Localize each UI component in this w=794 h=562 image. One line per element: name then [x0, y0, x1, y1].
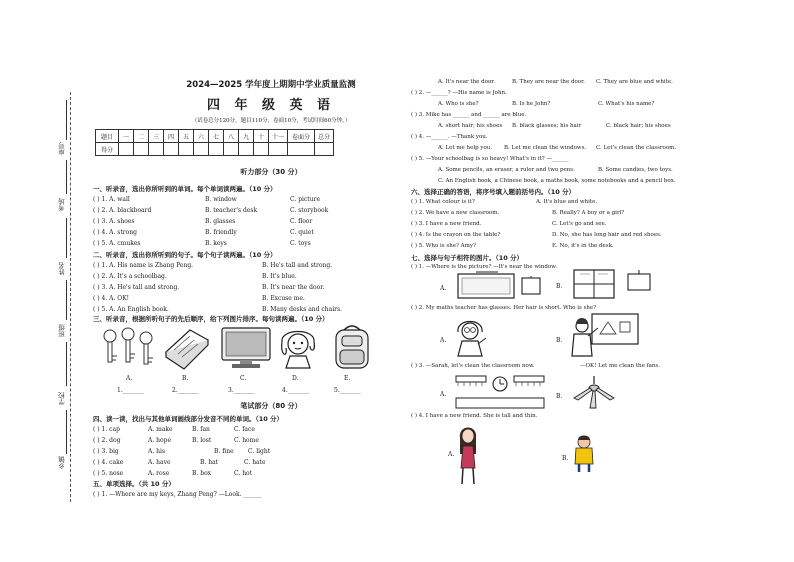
score-input-cell[interactable] [209, 143, 224, 156]
option-text: C. hot [234, 470, 253, 477]
option-text: B. Is he John? [512, 101, 551, 107]
option-text: A. short hair; his shoes [438, 123, 503, 129]
option-letter: A. [448, 451, 455, 458]
option-text: B. glasses [205, 218, 236, 225]
side-label-name: 姓名 [58, 262, 66, 275]
option-text: B. lost [192, 437, 212, 444]
option-text: A. Some pencils, an eraser, a ruler and two pens. [438, 167, 575, 173]
picture-label-d: D. [292, 375, 299, 382]
score-table-score-row [96, 143, 334, 156]
answer-option: D. No, she has long hair and red shoes. [552, 232, 662, 238]
option-text: B. hat [200, 459, 219, 466]
part1-title: 一、听录音，选出你所听到的单词。每个单词读两遍。（10 分） [93, 185, 277, 193]
question-line: ( ) 1. What colour is it? [411, 199, 475, 205]
binding-fold-line [70, 92, 71, 502]
score-input-cell[interactable] [269, 143, 288, 156]
option-text: B. It's near the door. [262, 284, 325, 291]
order-blank[interactable]: 5._______ [334, 387, 361, 394]
score-cell: 得分 [96, 143, 119, 156]
score-cell: 题目 [96, 130, 119, 143]
option-letter: B. [562, 455, 569, 462]
question-line: ( ) 2. We have a new classroom. [411, 210, 500, 216]
side-fill-line[interactable] [66, 342, 67, 386]
ceiling-fan-picture [572, 376, 616, 410]
score-cell: 十 [254, 130, 269, 143]
score-input-cell[interactable] [164, 143, 179, 156]
option-letter: B. [556, 337, 563, 344]
score-cell: 七 [209, 130, 224, 143]
score-cell: 九 [239, 130, 254, 143]
side-label-exam-room: 考场 [58, 198, 66, 211]
score-cell: 四 [164, 130, 179, 143]
option-text: C. black hair; his shoes [606, 123, 671, 129]
option-text: C. What's his name? [598, 101, 655, 107]
option-text: B. Some candies, two toys. [598, 167, 673, 173]
option-text: C. hate [244, 459, 266, 466]
question-line: ( ) 1. A. His name is Zhang Peng. [93, 262, 194, 269]
part6-title: 六、选择正确的答语，将序号填入题前括号内。（10 分） [411, 188, 576, 196]
part3-title: 三、听录音，根据所听句子的先后顺序，给下列图片排序。每句读两遍。（10 分） [93, 315, 329, 323]
tall-thin-girl-picture [456, 424, 480, 486]
option-text: A. have [148, 459, 171, 466]
picture-near-blackboard [456, 270, 518, 302]
score-input-cell[interactable] [119, 143, 134, 156]
score-input-cell[interactable] [179, 143, 194, 156]
option-text: B. He's tall and strong. [262, 262, 333, 269]
side-fill-line[interactable] [66, 160, 67, 194]
option-text: B. friendly [205, 229, 237, 236]
question-line: ( ) 5. Who is she? Amy? [411, 243, 476, 249]
question-line: ( ) 4. Is the crayon on the table? [411, 232, 501, 238]
score-cell: 总分 [315, 130, 334, 143]
score-input-cell[interactable] [149, 143, 164, 156]
question-line: ( ) 5. —Your schoolbag is so heavy! What's in it? —______ [411, 156, 569, 162]
option-text: B. teacher's desk [205, 207, 258, 214]
picture-near-window [572, 268, 656, 302]
side-fill-line[interactable] [66, 280, 67, 320]
option-text: A. Let me help you. [438, 145, 493, 151]
subject-title: 四 年 级 英 语 [206, 98, 336, 113]
exam-title: 2024—2025 学年度上期期中学业质量监测 [186, 80, 356, 90]
question-line: ( ) 2. —______? —His name is John. [411, 90, 507, 96]
question-line: ( ) 4. A. strong [93, 229, 137, 236]
side-label-town: 乡镇 [58, 456, 66, 469]
side-label-school: 学校 [58, 392, 66, 405]
option-text: A. his [148, 448, 166, 455]
order-blank[interactable]: 2._______ [172, 387, 199, 394]
question-line: ( ) 4. I have a new friend. She is tall and thin. [411, 413, 538, 419]
option-text: C. An English book, a Chinese book, a maths book, some notebooks and a pencil box. [438, 178, 676, 184]
score-input-cell[interactable] [194, 143, 209, 156]
side-fill-line[interactable] [66, 218, 67, 258]
option-letter: B. [556, 283, 563, 290]
option-letter: A. [440, 337, 447, 344]
exam-note: （试卷总分120分，题目110分，卷面10分，考试时间60分钟。） [191, 118, 351, 124]
short-boy-picture [574, 434, 594, 474]
question-line: —OK! Let me clean the fans. [580, 363, 661, 369]
question-line: ( ) 5. A. cmukes [93, 240, 141, 247]
side-fill-line[interactable] [66, 410, 67, 454]
option-text: B. box [192, 470, 212, 477]
book-picture [160, 324, 212, 370]
option-text: A. Who is she? [438, 101, 479, 107]
girl-picture [276, 322, 320, 370]
part2-title: 二、听录音，选出你所听到的句子。每个句子读两遍。（10 分） [93, 251, 277, 259]
question-line: ( ) 3. Mike has ______ and ______ are blue. [411, 112, 527, 118]
score-cell: 十一 [269, 130, 288, 143]
question-line: ( ) 1. —Where is the picture? —It's near the window. [411, 264, 557, 270]
question-line: ( ) 3. A. shoes [93, 218, 135, 225]
score-cell: 卷面分 [288, 130, 315, 143]
option-text: C. home [234, 437, 259, 444]
picture-label-c: C. [240, 375, 247, 382]
order-blank[interactable]: 1._______ [117, 387, 144, 394]
picture-label-e: E. [344, 375, 351, 382]
picture-label-a: A. [126, 375, 133, 382]
score-table-header-row [96, 130, 334, 143]
answer-option: C. Let's go and see. [552, 221, 607, 227]
score-cell: 二 [134, 130, 149, 143]
small-frame-picture [520, 276, 542, 298]
question-line: ( ) 2. My maths teacher has glasses. Her hair is short. Who is she? [411, 305, 597, 311]
side-fill-line[interactable] [66, 100, 67, 140]
picture-label-b: B. [182, 375, 189, 382]
option-text: C. They are blue and white. [596, 79, 673, 85]
option-text: B. fine [214, 448, 234, 455]
lights-and-clock-picture [452, 372, 548, 410]
written-section-title: 笔试部分（80 分） [240, 402, 302, 410]
option-text: B. It's blue. [262, 273, 297, 280]
question-line: ( ) 4. A. OK! [93, 295, 130, 302]
score-input-cell[interactable] [315, 143, 334, 156]
question-line: ( ) 1. —Where are my keys, Zhang Peng? —Look. ______ [93, 491, 262, 498]
listening-section-title: 听力部分（30 分） [240, 168, 302, 176]
computer-picture [218, 326, 274, 370]
keys-picture [100, 326, 158, 370]
question-line: ( ) 5. A. An English book. [93, 306, 169, 313]
score-cell: 五 [179, 130, 194, 143]
score-input-cell[interactable] [254, 143, 269, 156]
order-blank[interactable]: 4._______ [282, 387, 309, 394]
option-text: C. Let's clean the classroom. [596, 145, 677, 151]
question-line: ( ) 2. A. blackboard [93, 207, 152, 214]
option-letter: A. [440, 391, 447, 398]
question-line: ( ) 4. cake [93, 459, 124, 466]
option-text: C. quiet [290, 229, 314, 236]
option-text: B. Let me clean the windows. [504, 145, 587, 151]
score-input-cell[interactable] [288, 143, 315, 156]
part7-title: 七、选择与句子相符的图片。（10 分） [411, 254, 524, 262]
teacher-with-glasses-picture [450, 314, 490, 358]
question-line: ( ) 1. cap [93, 426, 120, 433]
option-text: A. make [148, 426, 173, 433]
option-text: A. It's near the door. [438, 79, 496, 85]
schoolbag-picture [330, 322, 374, 372]
score-input-cell[interactable] [239, 143, 254, 156]
option-text: B. black glasses; his hair [512, 123, 582, 129]
option-text: A. hope [148, 437, 172, 444]
option-text: C. picture [290, 196, 321, 203]
score-input-cell[interactable] [134, 143, 149, 156]
question-line: ( ) 4. —______. —Thank you. [411, 134, 488, 140]
option-text: B. window [205, 196, 237, 203]
score-input-cell[interactable] [224, 143, 239, 156]
answer-option: A. It's blue and white. [536, 199, 598, 205]
question-line: ( ) 3. A. He's tall and strong. [93, 284, 180, 291]
question-line: ( ) 3. big [93, 448, 119, 455]
score-cell: 三 [149, 130, 164, 143]
score-table [95, 129, 334, 156]
option-text: B. Many desks and chairs. [262, 306, 342, 313]
question-line: ( ) 2. A. It's a schoolbag. [93, 273, 167, 280]
option-letter: A. [440, 285, 447, 292]
score-cell: 八 [224, 130, 239, 143]
answer-option: B. Really? A boy or a girl? [552, 210, 625, 216]
part4-title: 四、读一读，找出与其他单词画线部分发音不同的单词。（10 分） [93, 415, 284, 423]
answer-option: E. No, it's in the desk. [552, 243, 614, 249]
question-line: ( ) 1. A. wall [93, 196, 130, 203]
score-cell: 一 [119, 130, 134, 143]
side-label-class: 班级 [58, 324, 66, 337]
score-cell: 六 [194, 130, 209, 143]
option-text: C. toys [290, 240, 311, 247]
option-text: C. floor [290, 218, 313, 225]
side-label-seat: 座号 [58, 142, 66, 155]
question-line: ( ) 5. nose [93, 470, 124, 477]
order-blank[interactable]: 3._______ [228, 387, 255, 394]
option-text: B. keys [205, 240, 227, 247]
teacher-at-board-picture [570, 312, 640, 358]
option-text: A. rose [148, 470, 170, 477]
option-text: C. light [248, 448, 271, 455]
option-text: B. Excuse me. [262, 295, 305, 302]
option-text: C. storybook [290, 207, 329, 214]
part5-title: 五、单项选择。（共 10 分） [93, 480, 175, 488]
question-line: ( ) 3. —Sarah, let's clean the classroom now. [411, 363, 535, 369]
option-text: C. face [234, 426, 255, 433]
option-text: B. fan [192, 426, 210, 433]
option-text: B. They are near the door. [512, 79, 585, 85]
option-letter: B. [556, 393, 563, 400]
question-line: ( ) 2. dog [93, 437, 121, 444]
question-line: ( ) 3. I have a new friend. [411, 221, 482, 227]
